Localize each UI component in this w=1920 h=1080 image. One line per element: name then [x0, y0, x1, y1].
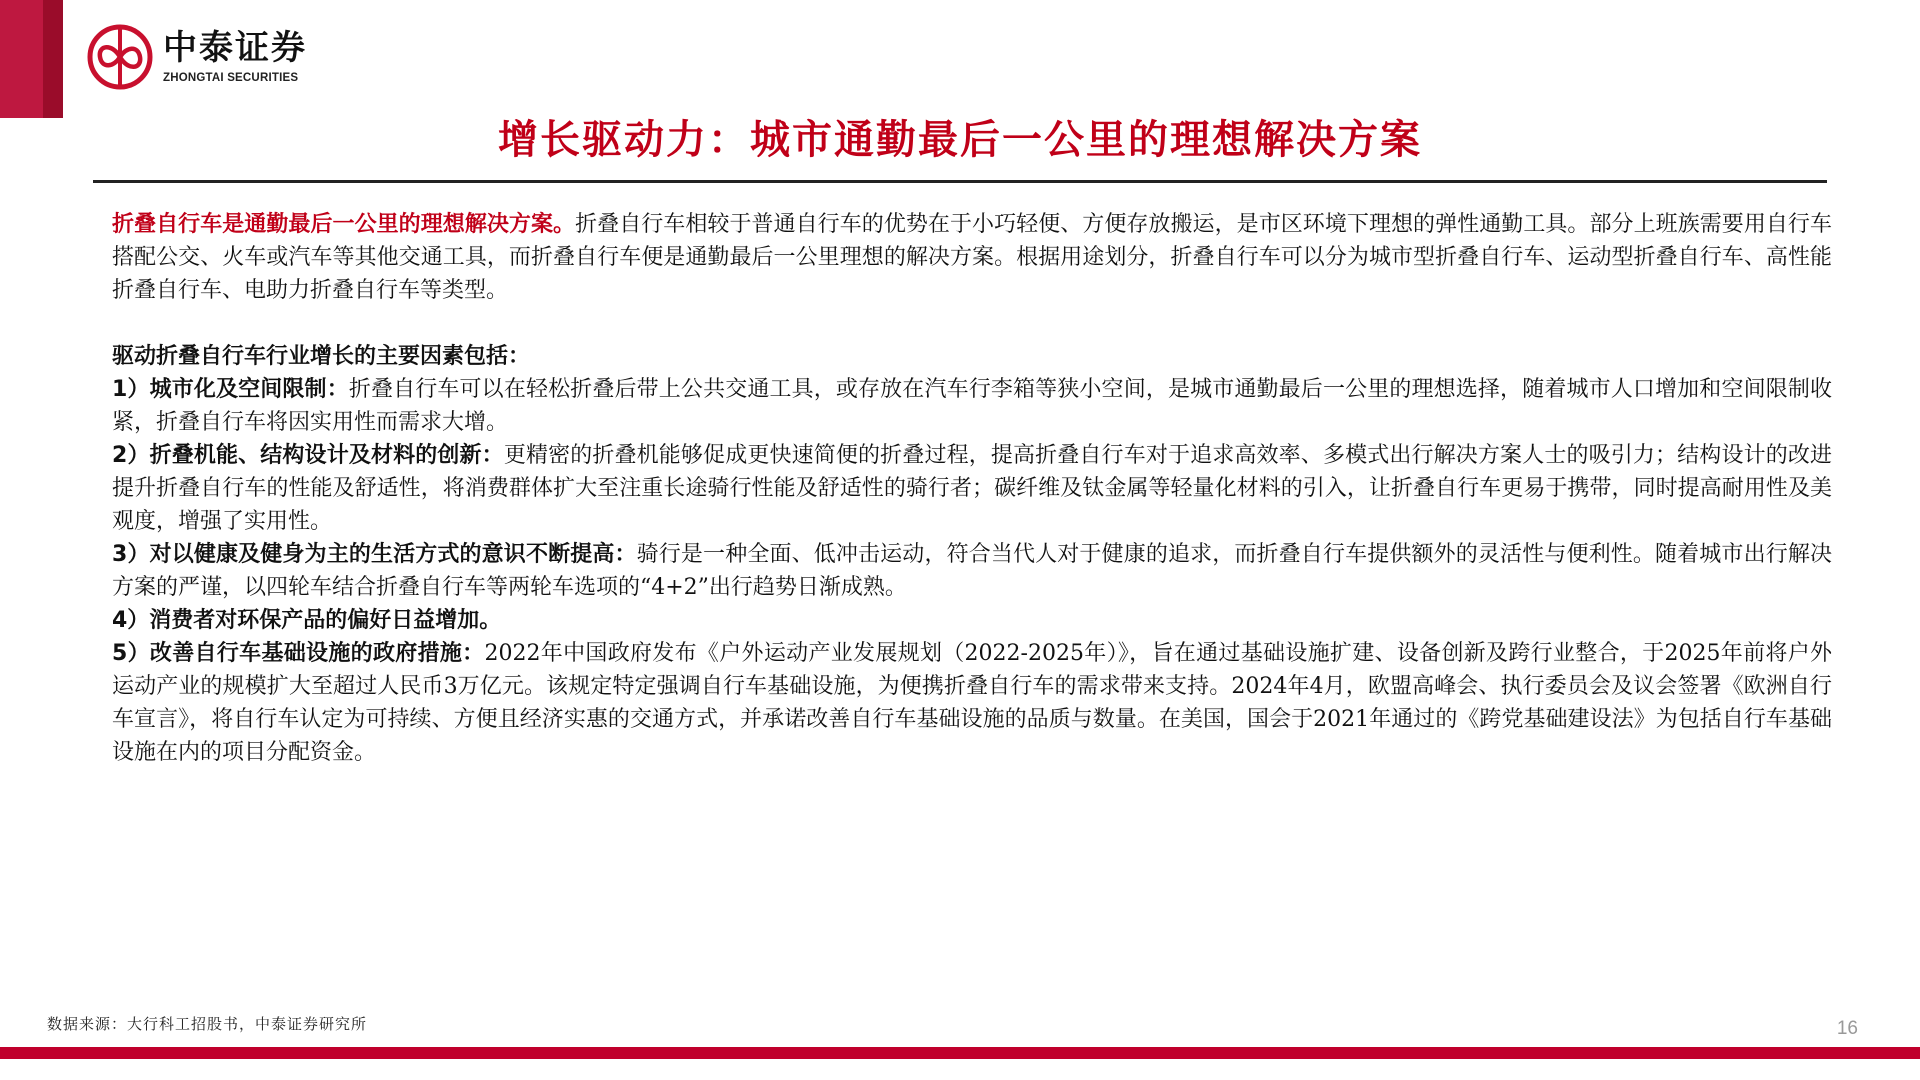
driver-title: 1）城市化及空间限制：	[112, 377, 349, 402]
driver-item	[112, 373, 1832, 439]
title-divider	[93, 180, 1827, 183]
data-source-note: 数据来源：大行科工招股书，中泰证券研究所	[47, 1015, 368, 1033]
driver-text: 2022年中国政府发布《户外运动产业发展规划（2022-2025年）》，旨在通过基础设施扩建、设备创新及跨行业整合，于2025年前将户外运动产业的规模扩大至超过人民币3万亿元。该规定特定强调自行车基础设施，为便携折叠自行车的需求带来支持。2024年4月，欧盟高峰会、执行委员会及议会签署《欧洲自行车宣言》，将自行车认定为可持续、方便且经济实惠的交通方式，并承诺改善自行车基础设施的品质与数量。在美国，国会于2021年通过的《跨党基础建设法》为包括自行车基础设施在内的项目分配资金。	[112, 641, 1832, 765]
drivers-heading: 驱动折叠自行车行业增长的主要因素包括：	[112, 344, 531, 369]
driver-text: 骑行是一种全面、低冲击运动，符合当代人对于健康的追求，而折叠自行车提供额外的灵活性与便利性。随着城市出行解决方案的严谨，以四轮车结合折叠自行车等两轮车选项的“4+2”出行趋势日渐成熟。	[112, 542, 1832, 600]
company-logo	[86, 22, 307, 92]
zhongtai-logo-icon	[86, 23, 154, 91]
driver-title: 5）改善自行车基础设施的政府措施：	[112, 641, 485, 666]
logo-name-cn: 中泰证券	[163, 28, 307, 68]
driver-text: 更精密的折叠机能够促成更快速简便的折叠过程，提高折叠自行车对于追求高效率、多模式出行解决方案人士的吸引力；结构设计的改进提升折叠自行车的性能及舒适性，将消费群体扩大至注重长途骑行性能及舒适性的骑行者；碳纤维及钛金属等轻量化材料的引入，让折叠自行车更易于携带，同时提高耐用性及美观度，增强了实用性。	[112, 443, 1832, 534]
driver-item	[112, 538, 1832, 604]
intro-paragraph	[112, 208, 1832, 307]
driver-title: 2）折叠机能、结构设计及材料的创新：	[112, 443, 504, 468]
driver-title: 3）对以健康及健身为主的生活方式的意识不断提高：	[112, 542, 637, 567]
logo-name-en: ZHONGTAI SECURITIES	[163, 72, 299, 84]
intro-text: 折叠自行车相较于普通自行车的优势在于小巧轻便、方便存放搬运，是市区环境下理想的弹性通勤工具。部分上班族需要用自行车搭配公交、火车或汽车等其他交通工具，而折叠自行车便是通勤最后一公里理想的解决方案。根据用途划分，折叠自行车可以分为城市型折叠自行车、运动型折叠自行车、高性能折叠自行车、电助力折叠自行车等类型。	[112, 212, 1832, 303]
driver-item	[112, 604, 1832, 637]
paragraph-spacer	[112, 307, 1832, 340]
driver-item	[112, 439, 1832, 538]
driver-text: 折叠自行车可以在轻松折叠后带上公共交通工具，或存放在汽车行李箱等狭小空间，是城市通勤最后一公里的理想选择，随着城市人口增加和空间限制收紧，折叠自行车将因实用性而需求大增。	[112, 377, 1832, 435]
brand-bar-light	[0, 0, 43, 118]
intro-lead: 折叠自行车是通勤最后一公里的理想解决方案。	[112, 211, 576, 237]
body-content	[112, 208, 1832, 769]
brand-bar-dark	[43, 0, 63, 118]
driver-title: 4）消费者对环保产品的偏好日益增加。	[112, 608, 502, 633]
page-title: 增长驱动力：城市通勤最后一公里的理想解决方案	[498, 116, 1422, 163]
page-number: 16	[1836, 1018, 1858, 1039]
driver-item	[112, 637, 1832, 769]
footer-bar	[0, 1047, 1920, 1059]
